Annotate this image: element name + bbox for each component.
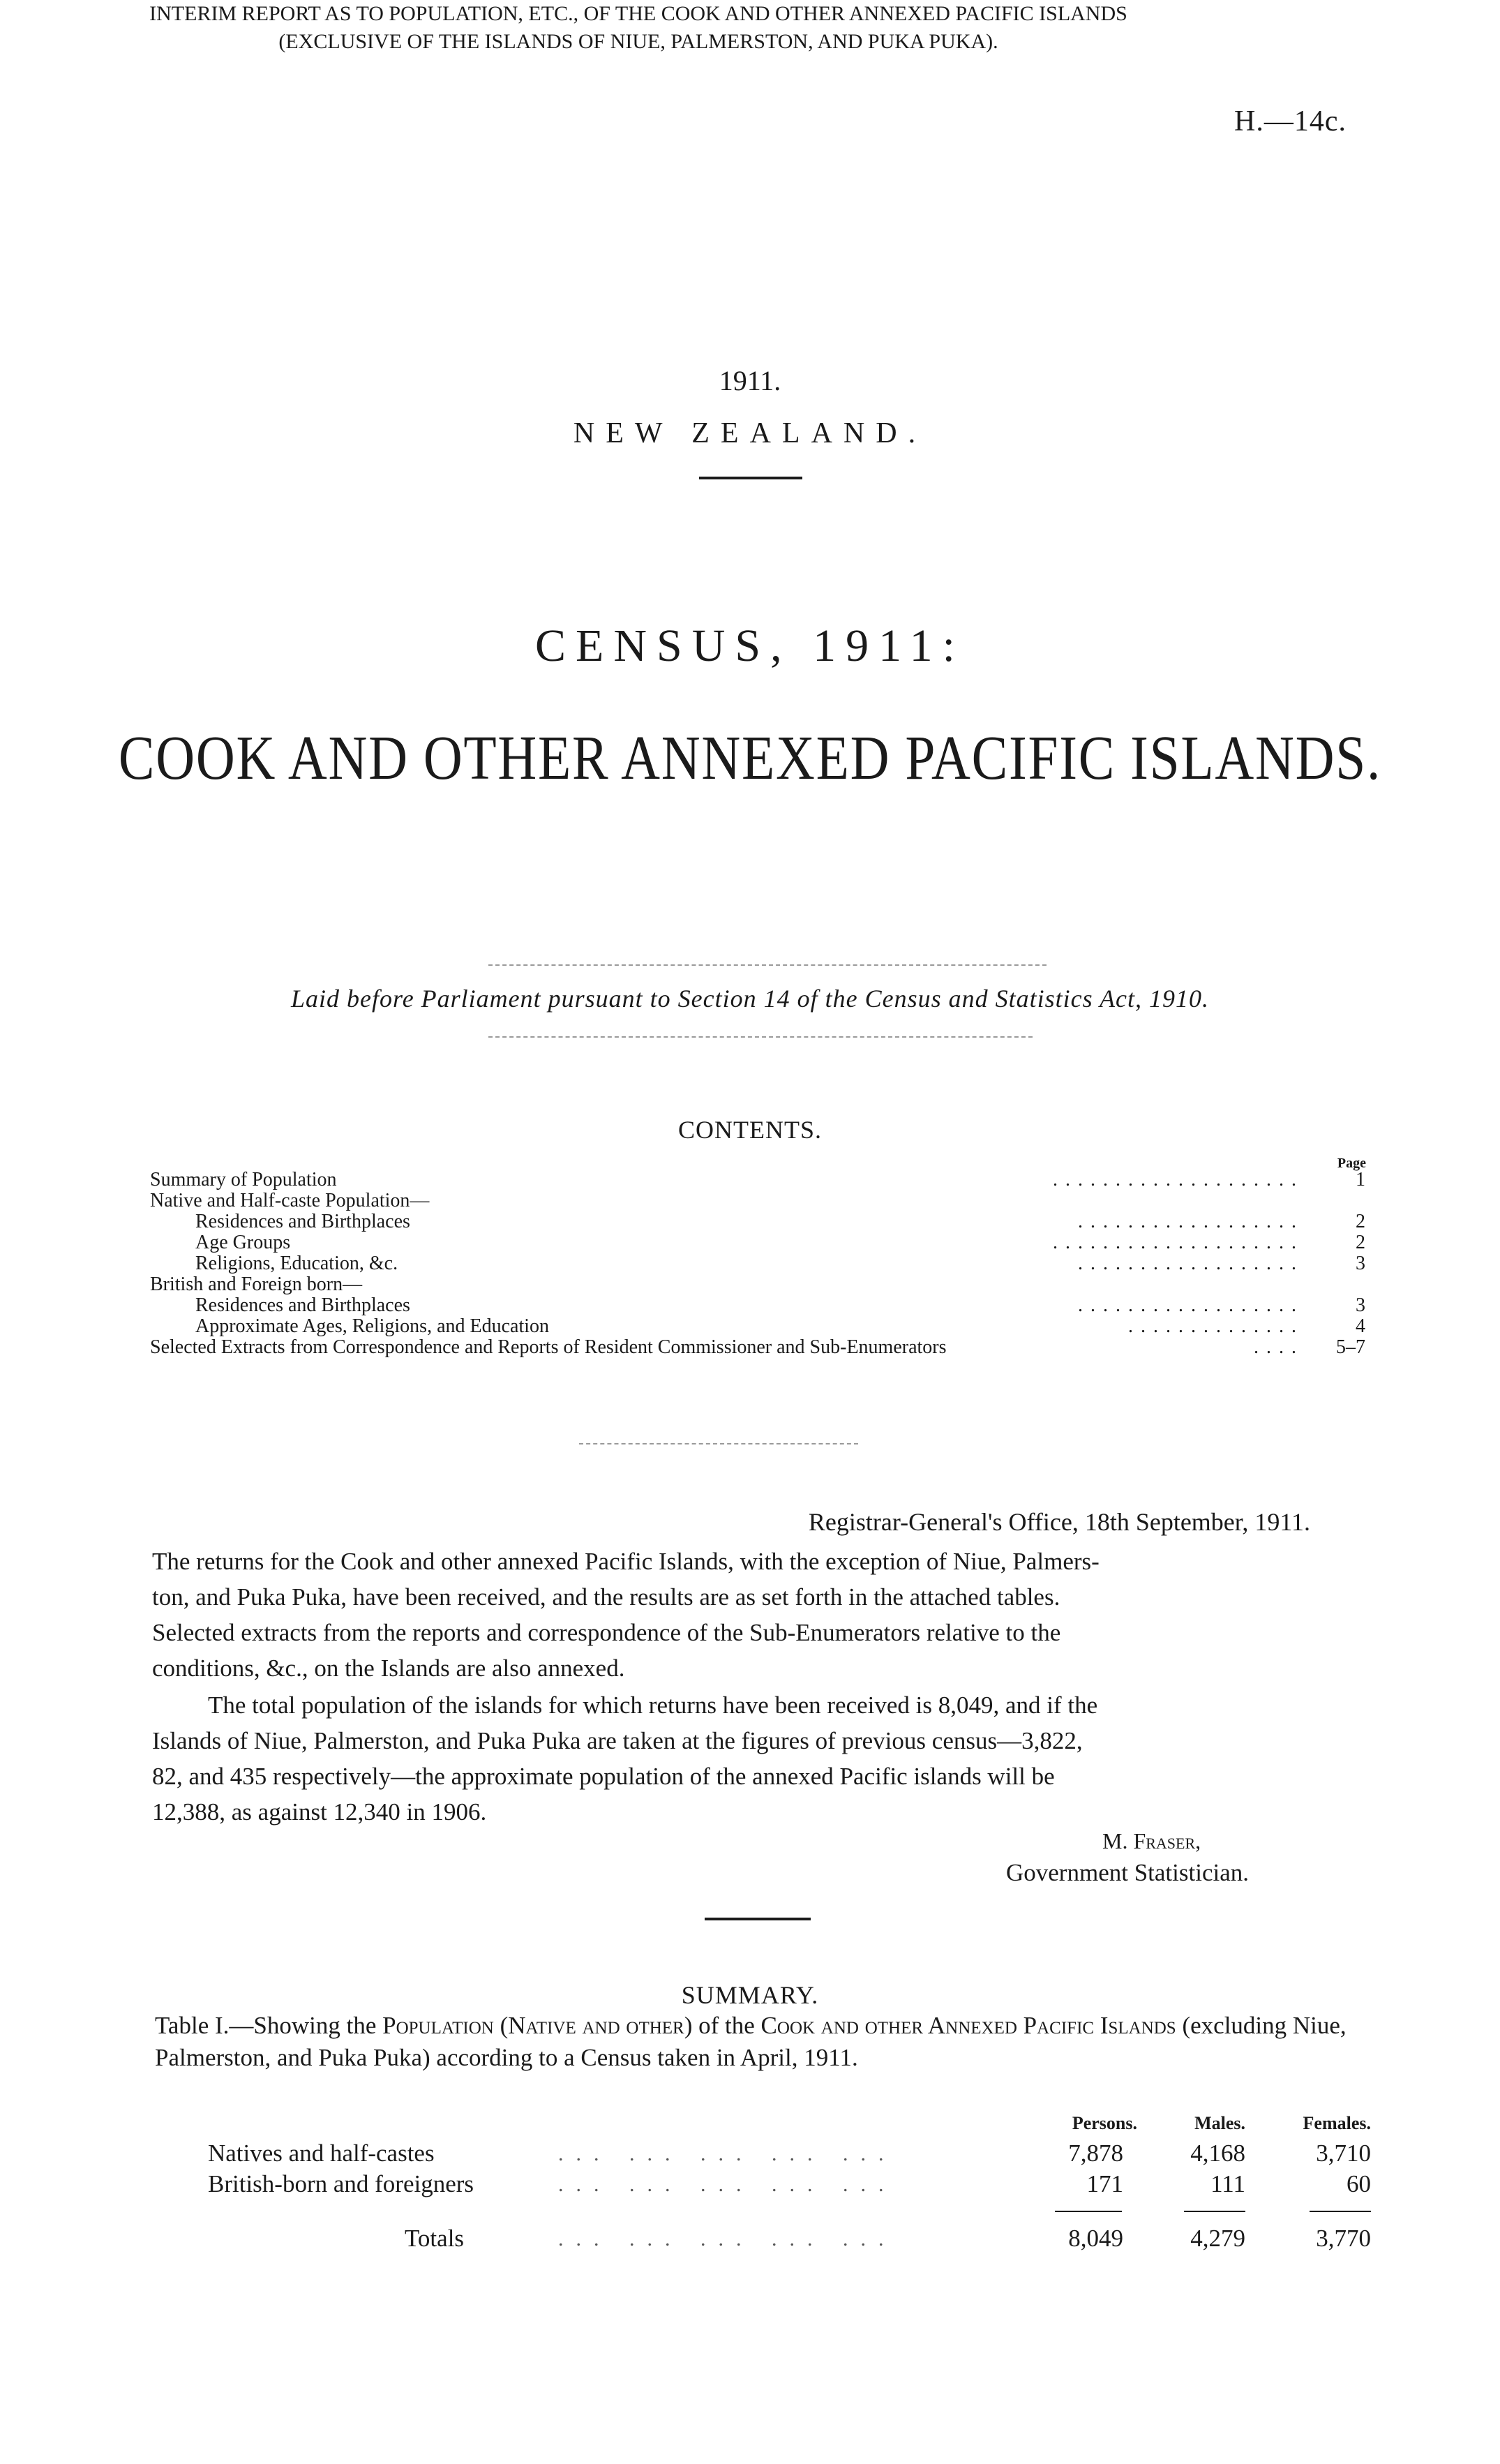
toc-entry <box>0 1316 1500 1337</box>
paragraph-line: 12,388, as against 12,340 in 1906. <box>152 1798 487 1825</box>
country-heading: NEW ZEALAND. <box>573 417 927 449</box>
totals-label: Totals <box>405 2225 465 2252</box>
dotted-divider <box>579 1443 858 1444</box>
registrar-office-dateline: Registrar-General's Office, 18th September, 1911. <box>808 1508 1310 1536</box>
column-header-males: Males. <box>1194 2113 1245 2133</box>
letter-paragraph-2 <box>152 1687 1366 1830</box>
table-caption <box>155 2010 1376 2074</box>
paragraph-line: Islands of Niue, Palmerston, and Puka Puka are taken at the figures of previous census—3,822, <box>152 1727 1083 1754</box>
toc-entry <box>0 1170 1500 1190</box>
toc-entry-label: Residences and Birthplaces <box>195 1211 410 1232</box>
cell-males: 4,168 <box>1190 2140 1245 2167</box>
caption-text: (excluding Niue, Palmerston, and Puka Puka) according to a Census taken in April, 1911. <box>155 2012 1347 2071</box>
paragraph-line: The total population of the islands for which returns have been received is 8,049, and if the <box>208 1692 1098 1719</box>
toc-entry-label: Approximate Ages, Religions, and Education <box>195 1315 550 1337</box>
letter-paragraph-1 <box>152 1544 1366 1686</box>
caption-text: Population (Native and other) <box>382 2012 693 2039</box>
dotted-divider <box>488 964 1047 966</box>
table-leader-dots: ... ... ... ... ... <box>558 2227 897 2250</box>
column-header-females: Females. <box>1303 2113 1371 2133</box>
toc-leader-dots: . . . . . . . . . . . . . . . . . . <box>1078 1294 1298 1316</box>
toc-entry-label: Selected Extracts from Correspondence and Reports of Resident Commissioner and Sub-Enumerators <box>150 1336 947 1358</box>
toc-entry-label: Religions, Education, &c. <box>195 1253 398 1274</box>
total-females: 3,770 <box>1316 2225 1371 2252</box>
toc-section-heading <box>0 1190 1500 1211</box>
total-males: 4,279 <box>1190 2225 1245 2252</box>
toc-entry-page: 3 <box>1356 1253 1365 1274</box>
sum-rule <box>1055 2211 1122 2212</box>
divider-rule <box>699 477 802 479</box>
sum-rule <box>1184 2211 1245 2212</box>
sum-rule <box>1310 2211 1371 2212</box>
toc-entry <box>0 1232 1500 1253</box>
report-subtitle <box>0 0 1277 56</box>
dotted-divider <box>488 1036 1033 1038</box>
table-leader-dots: ... ... ... ... ... <box>558 2142 897 2165</box>
toc-entry-page: 2 <box>1356 1232 1365 1253</box>
main-title: COOK AND OTHER ANNEXED PACIFIC ISLANDS. <box>118 724 1382 793</box>
paragraph-line: Selected extracts from the reports and correspondence of the Sub-Enumerators relative to the <box>152 1619 1061 1646</box>
toc-entry <box>0 1211 1500 1232</box>
toc-leader-dots: . . . . . . . . . . . . . . . . . . <box>1078 1253 1298 1274</box>
summary-heading: SUMMARY. <box>681 1981 819 2009</box>
divider-rule <box>705 1918 811 1920</box>
caption-text: Cook and other Annexed Pacific Islands <box>760 2012 1176 2039</box>
toc-leader-dots: . . . . . . . . . . . . . . . . . . <box>1078 1211 1298 1232</box>
toc-leader-dots: . . . . <box>1254 1336 1298 1358</box>
table-leader-dots: ... ... ... ... ... <box>558 2173 897 2196</box>
contents-page-column-label: Page <box>1337 1156 1366 1171</box>
document-reference: H.—14c. <box>1234 105 1347 137</box>
toc-entry-page: 3 <box>1356 1294 1365 1316</box>
caption-text: of the <box>692 2012 761 2039</box>
cell-males: 111 <box>1210 2170 1245 2197</box>
cell-females: 3,710 <box>1316 2140 1371 2167</box>
toc-entry <box>0 1337 1500 1358</box>
total-persons: 8,049 <box>1068 2225 1123 2252</box>
report-year: 1911. <box>719 365 781 396</box>
column-header-persons: Persons. <box>1072 2113 1137 2133</box>
cell-females: 60 <box>1347 2170 1371 2197</box>
signatory-name: M. Fraser, <box>1102 1828 1201 1853</box>
toc-entry-page: 5–7 <box>1336 1336 1365 1358</box>
laid-before-parliament-note: Laid before Parliament pursuant to Section 14 of the Census and Statistics Act, 1910. <box>291 985 1209 1013</box>
signatory-title: Government Statistician. <box>1006 1859 1249 1886</box>
toc-entry-label: Native and Half-caste Population— <box>150 1190 430 1211</box>
toc-entry <box>0 1295 1500 1316</box>
table-row-label: British-born and foreigners <box>208 2170 474 2197</box>
toc-entry-page: 1 <box>1356 1169 1365 1190</box>
toc-leader-dots: . . . . . . . . . . . . . . . . . . . . <box>1053 1232 1298 1253</box>
caption-text: Table I.—Showing the <box>155 2012 383 2039</box>
paragraph-line: conditions, &c., on the Islands are also annexed. <box>152 1655 625 1682</box>
toc-entry-page: 4 <box>1356 1315 1365 1337</box>
toc-entry-label: Summary of Population <box>150 1169 337 1190</box>
toc-leader-dots: . . . . . . . . . . . . . . . . . . . . <box>1053 1169 1298 1190</box>
subtitle-line-2: (EXCLUSIVE OF THE ISLANDS OF NIUE, PALMERSTON, AND PUKA PUKA). <box>278 30 998 53</box>
toc-leader-dots: . . . . . . . . . . . . . . <box>1128 1315 1298 1337</box>
contents-heading: CONTENTS. <box>678 1116 822 1144</box>
toc-section-heading <box>0 1274 1500 1295</box>
toc-entry-label: British and Foreign born— <box>150 1274 363 1295</box>
table-row-label: Natives and half-castes <box>208 2140 435 2167</box>
cell-persons: 7,878 <box>1068 2140 1123 2167</box>
subtitle-line-1: INTERIM REPORT AS TO POPULATION, ETC., OF THE COOK AND OTHER ANNEXED PACIFIC ISLANDS <box>149 2 1127 25</box>
toc-entry <box>0 1253 1500 1274</box>
cell-persons: 171 <box>1086 2170 1123 2197</box>
toc-entry-label: Age Groups <box>195 1232 291 1253</box>
paragraph-line: The returns for the Cook and other annexed Pacific Islands, with the exception of Niue, Palmers- <box>152 1548 1100 1575</box>
census-title: CENSUS, 1911: <box>535 620 965 671</box>
toc-entry-label: Residences and Birthplaces <box>195 1294 410 1316</box>
paragraph-line: 82, and 435 respectively—the approximate population of the annexed Pacific islands will be <box>152 1763 1055 1790</box>
paragraph-line: ton, and Puka Puka, have been received, and the results are as set forth in the attached tables. <box>152 1583 1060 1611</box>
toc-entry-page: 2 <box>1356 1211 1365 1232</box>
